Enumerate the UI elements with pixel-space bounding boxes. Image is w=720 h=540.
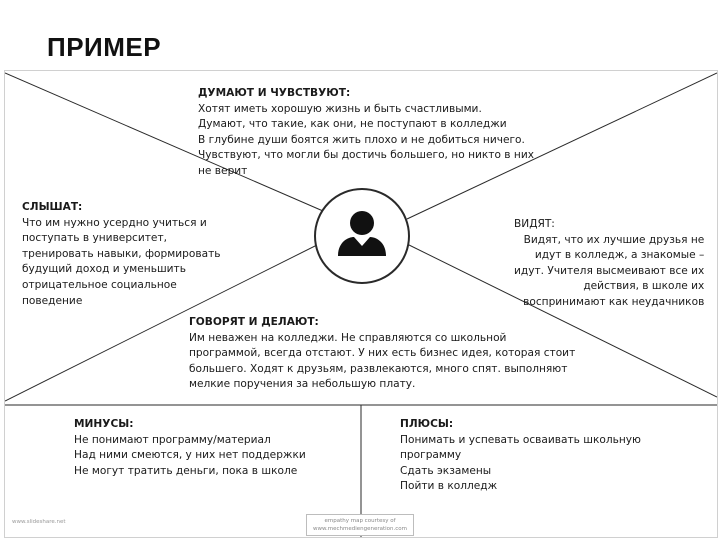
say-do-line: большего. Ходят к друзьям, развлекаются, много спят. выполняют <box>189 362 568 375</box>
hear-line: Что им нужно усердно учиться и <box>22 216 207 229</box>
think-feel-line: Чувствуют, что могли бы достичь большего, но никто в них <box>198 149 534 162</box>
say-do-line: Им неважен на колледжи. Не справляются со школьной <box>189 331 507 344</box>
persona-circle <box>314 188 410 284</box>
hear-line: отрицательное социальное <box>22 278 177 291</box>
say-do-block <box>189 315 575 393</box>
gains-line: Пойти в колледж <box>400 480 498 493</box>
site-watermark: www.slideshare.net <box>12 519 66 525</box>
hear-line: поведение <box>22 294 83 307</box>
say-do-line: программой, всегда отстают. У них есть бизнес идея, которая стоит <box>189 347 576 360</box>
hear-line: будущий доход и уменьшить <box>22 263 186 276</box>
see-line: идут. Учителя высмеивают все их <box>514 264 705 277</box>
credit-line: empathy map courtesy of <box>324 518 396 524</box>
think-feel-heading: ДУМАЮТ И ЧУВСТВУЮТ: <box>198 87 351 99</box>
hear-line: поступать в университет, <box>22 232 167 245</box>
see-line: воспринимают как неудачников <box>523 295 705 308</box>
person-silhouette-icon <box>316 190 408 282</box>
hear-line: тренировать навыки, формировать <box>22 247 221 260</box>
hear-heading: СЛЫШАТ: <box>22 201 83 213</box>
pains-line: Не понимают программу/материал <box>74 433 271 446</box>
think-feel-block <box>198 86 534 180</box>
gains-line: Сдать экзамены <box>400 464 492 477</box>
think-feel-line: не верит <box>198 164 248 177</box>
credit-line: www.mechmediengeneration.com <box>312 526 408 532</box>
credit-box <box>306 514 414 536</box>
gains-block <box>400 417 641 495</box>
gains-line: Понимать и успевать осваивать школьную <box>400 433 641 446</box>
say-do-heading: ГОВОРЯТ И ДЕЛАЮТ: <box>189 316 319 328</box>
think-feel-line: Хотят иметь хорошую жизнь и быть счастливыми. <box>198 102 482 115</box>
gains-heading: ПЛЮСЫ: <box>400 418 454 430</box>
pains-block <box>74 417 306 479</box>
pains-line: Над ними смеются, у них нет поддержки <box>74 449 306 462</box>
see-line: Видят, что их лучшие друзья не <box>523 233 705 246</box>
think-feel-line: Думают, что такие, как они, не поступают в колледжи <box>198 118 507 131</box>
see-heading: ВИДЯТ: <box>514 218 555 230</box>
say-do-line: мелкие поручения за небольшую плату. <box>189 378 416 391</box>
slide-title: ПРИМЕР <box>47 32 162 62</box>
see-line: идут в колледж, а знакомые – <box>534 249 705 262</box>
pains-line: Не могут тратить деньги, пока в школе <box>74 464 298 477</box>
think-feel-line: В глубине души боятся жить плохо и не добиться ничего. <box>198 133 525 146</box>
see-block <box>514 217 704 311</box>
see-line: действия, в школе их <box>583 280 705 293</box>
gains-line: программу <box>400 449 462 462</box>
pains-heading: МИНУСЫ: <box>74 418 134 430</box>
hear-block <box>22 200 221 309</box>
